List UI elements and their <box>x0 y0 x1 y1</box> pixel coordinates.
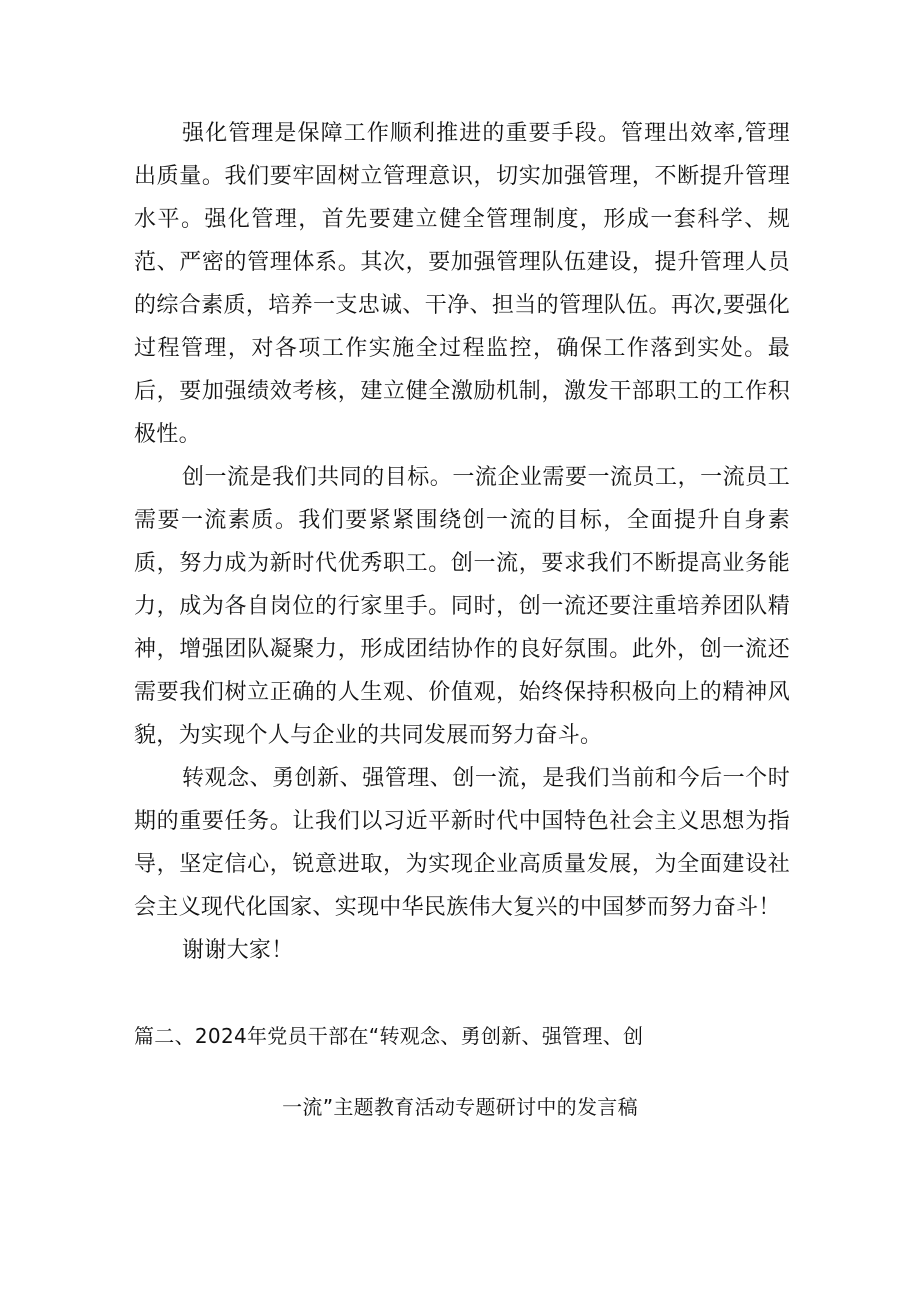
paragraph-create-first-class: 创一流是我们共同的目标。一流企业需要一流员工，一流员工需要一流素质。我们要紧紧围绕创一流的目标，全面提升自身素质，努力成为新时代优秀职工。创一流，要求我们不断提高业务能力，成为各自岗位的行家里手。同时，创一流还要注重培养团队精神，增强团队凝聚力，形成团结协作的良好氛围。此外，创一流还需要我们树立正确的人生观、价值观，始终保持积极向上的精神风貌，为实现个人与企业的共同发展而努力奋斗。 <box>134 465 790 748</box>
section-title-line-1: 篇二、2024年党员干部在“转观念、勇创新、强管理、创 <box>134 1024 644 1048</box>
section-title-line-2: 一流”主题教育活动专题研讨中的发言稿 <box>282 1095 638 1119</box>
paragraph-thanks: 谢谢大家！ <box>182 938 294 963</box>
paragraph-conclusion: 转观念、勇创新、强管理、创一流，是我们当前和今后一个时期的重要任务。让我们以习近平新时代中国特色社会主义思想为指导，坚定信心，锐意进取，为实现企业高质量发展，为全面建设社会主义现代化国家、实现中华民族伟大复兴的中国梦而努力奋斗！ <box>134 766 790 920</box>
paragraph-strengthen-management: 强化管理是保障工作顺利推进的重要手段。管理出效率,管理出质量。我们要牢固树立管理意识，切实加强管理，不断提升管理水平。强化管理，首先要建立健全管理制度，形成一套科学、规范、严密的管理体系。其次，要加强管理队伍建设，提升管理人员的综合素质，培养一支忠诚、干净、担当的管理队伍。再次,要强化过程管理，对各项工作实施全过程监控，确保工作落到实处。最后，要加强绩效考核，建立健全激励机制，激发干部职工的工作积极性。 <box>134 121 790 447</box>
document-body <box>134 112 790 972</box>
